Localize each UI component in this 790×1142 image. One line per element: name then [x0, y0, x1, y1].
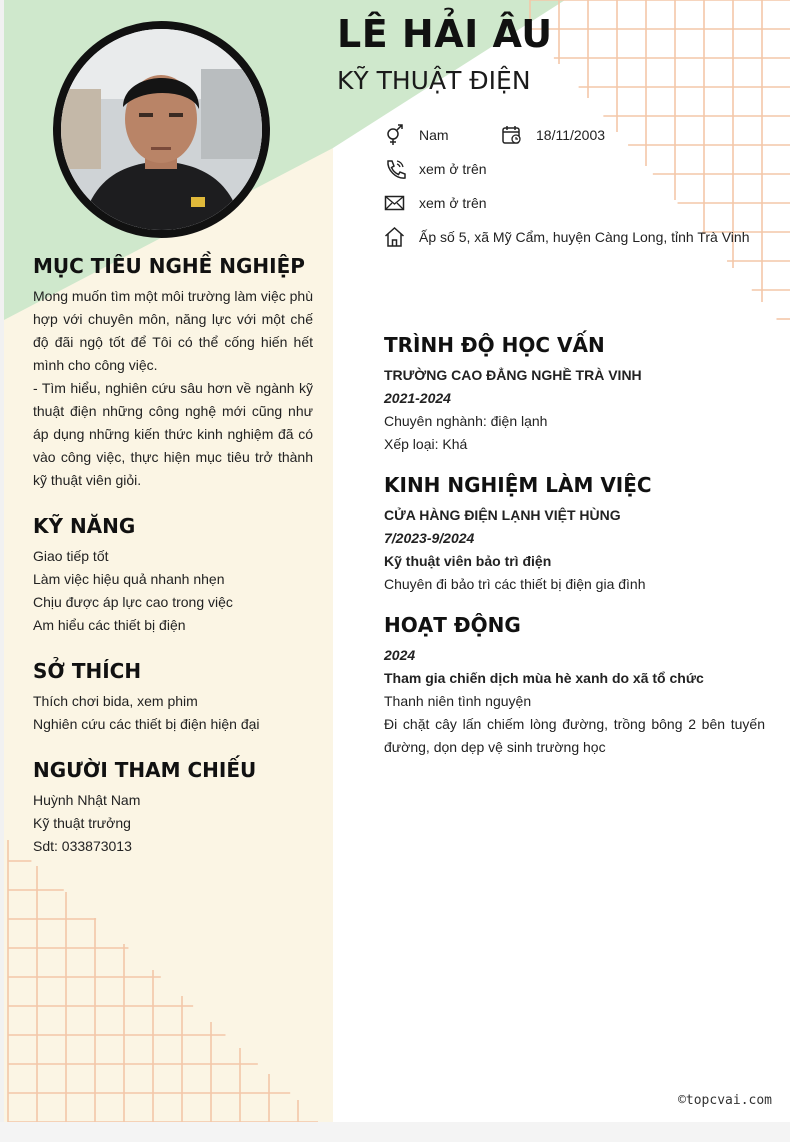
- activities-title: HOẠT ĐỘNG: [384, 613, 521, 637]
- school-name: TRƯỜNG CAO ĐẲNG NGHỀ TRÀ VINH: [384, 367, 642, 383]
- activity-event: Tham gia chiến dịch mùa hè xanh do xã tổ chức: [384, 670, 704, 686]
- bottom-left-grid: [8, 840, 318, 1122]
- skill-item: Am hiểu các thiết bị điện: [33, 617, 186, 633]
- gender-value: Nam: [419, 127, 449, 143]
- objective-title: MỤC TIÊU NGHỀ NGHIỆP: [33, 254, 305, 278]
- hobby-item: Nghiên cứu các thiết bị điện hiện đại: [33, 716, 260, 732]
- email-value: xem ở trên: [419, 195, 487, 211]
- skill-item: Chịu được áp lực cao trong việc: [33, 594, 233, 610]
- bottom-border: [0, 1122, 790, 1142]
- references-title: NGƯỜI THAM CHIẾU: [33, 758, 257, 782]
- reference-item: Kỹ thuật trưởng: [33, 815, 131, 831]
- portrait-image: [61, 29, 262, 230]
- activity-year: 2024: [384, 647, 416, 663]
- hobbies-title: SỞ THÍCH: [33, 659, 142, 683]
- activity-role: Thanh niên tình nguyện: [384, 693, 532, 709]
- experience-position: Kỹ thuật viên bảo trì điện: [384, 553, 552, 569]
- watermark: ©topcvai.com: [678, 1093, 772, 1108]
- skills-title: KỸ NĂNG: [33, 514, 136, 538]
- reference-item: Huỳnh Nhật Nam: [33, 792, 141, 808]
- education-major: Chuyên nghành: điện lạnh: [384, 413, 548, 429]
- mail-icon: [384, 192, 406, 214]
- education-rank: Xếp loại: Khá: [384, 436, 468, 452]
- calendar-icon: [501, 124, 523, 146]
- company-name: CỬA HÀNG ĐIỆN LẠNH VIỆT HÙNG: [384, 507, 621, 523]
- hobby-item: Thích chơi bida, xem phim: [33, 693, 198, 709]
- objective-paragraph-2: - Tìm hiểu, nghiên cứu sâu hơn về ngành kỹ thuật điện những công nghệ mới cũng như áp dụng những kiến thức kinh nghiệm đã có vào công việc, thực hiện mục tiêu trở thành kỹ thuật viên giỏi.: [33, 380, 313, 488]
- home-icon: [384, 226, 406, 248]
- activity-description: Đi chặt cây lấn chiếm lòng đường, trồng bông 2 bên tuyến đường, dọn dẹp vệ sinh trường học: [384, 716, 765, 755]
- phone-icon: [384, 158, 406, 180]
- birthdate-value: 18/11/2003: [536, 127, 606, 143]
- phone-value: xem ở trên: [419, 161, 487, 177]
- gender-icon: [384, 124, 406, 146]
- address-value: Ấp số 5, xã Mỹ Cẩm, huyện Càng Long, tỉnh Trà Vinh: [419, 229, 750, 245]
- top-right-grid: [530, 0, 790, 319]
- education-title: TRÌNH ĐỘ HỌC VẤN: [384, 333, 605, 357]
- candidate-name: LÊ HẢI ÂU: [337, 12, 553, 56]
- objective-paragraph-1: Mong muốn tìm một môi trường làm việc phù hợp với chuyên môn, năng lực với một chế độ đãi ngộ tốt để Tôi có thể cống hiến hết mình cho công việc.: [33, 288, 313, 373]
- experience-title: KINH NGHIỆM LÀM VIỆC: [384, 473, 652, 497]
- avatar: [53, 21, 270, 238]
- reference-item: Sdt: 033873013: [33, 838, 132, 854]
- experience-description: Chuyên đi bảo trì các thiết bị điện gia đình: [384, 576, 646, 592]
- skill-item: Giao tiếp tốt: [33, 548, 109, 564]
- job-title: KỸ THUẬT ĐIỆN: [337, 66, 531, 95]
- experience-period: 7/2023-9/2024: [384, 530, 475, 546]
- education-period: 2021-2024: [384, 390, 451, 406]
- skill-item: Làm việc hiệu quả nhanh nhẹn: [33, 571, 225, 587]
